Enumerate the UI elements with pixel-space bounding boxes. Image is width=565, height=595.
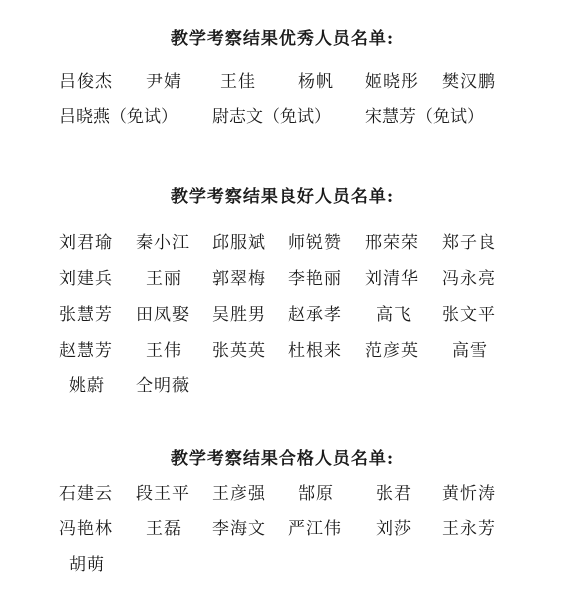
- person-name: 胡萌: [69, 555, 105, 575]
- person-name: 尹婧: [146, 72, 182, 92]
- person-name: 王佳: [220, 72, 256, 92]
- person-name: 刘莎: [376, 519, 412, 539]
- name-row: [0, 230, 565, 256]
- person-name: 秦小江: [136, 233, 190, 253]
- person-name: 杨帆: [298, 72, 334, 92]
- person-name: 姬晓彤: [365, 72, 419, 92]
- person-name: 严江伟: [288, 519, 342, 539]
- person-name: 王彦强: [212, 484, 266, 504]
- person-name: 吴胜男: [212, 305, 266, 325]
- person-name: 黄忻涛: [442, 484, 496, 504]
- person-name: 刘清华: [365, 269, 419, 289]
- name-row: [0, 104, 565, 130]
- person-name: 尉志文（免试）: [212, 107, 331, 127]
- person-name: 郜原: [298, 484, 334, 504]
- section-title-qualified: 教学考察结果合格人员名单:: [170, 449, 395, 469]
- person-name: 仝明薇: [136, 376, 190, 396]
- person-name: 樊汉鹏: [442, 72, 496, 92]
- person-name: 王永芳: [442, 519, 496, 539]
- name-row: [0, 552, 565, 578]
- person-name: 高雪: [452, 341, 488, 361]
- person-name: 张文平: [442, 305, 496, 325]
- person-name: 郑子良: [442, 233, 496, 253]
- person-name: 邱服斌: [212, 233, 266, 253]
- person-name: 田凤娶: [136, 305, 190, 325]
- name-row: [0, 338, 565, 364]
- person-name: 王伟: [146, 341, 182, 361]
- name-row: [0, 481, 565, 507]
- person-name: 师锐赞: [288, 233, 342, 253]
- name-row: [0, 302, 565, 328]
- person-name: 姚蔚: [69, 376, 105, 396]
- person-name: 冯永亮: [442, 269, 496, 289]
- person-name: 张英英: [212, 341, 266, 361]
- name-row: [0, 69, 565, 95]
- person-name: 刘君瑜: [59, 233, 113, 253]
- section-title-excellent: 教学考察结果优秀人员名单:: [170, 29, 395, 49]
- person-name: 王磊: [146, 519, 182, 539]
- name-row: [0, 516, 565, 542]
- person-name: 高飞: [376, 305, 412, 325]
- person-name: 段王平: [136, 484, 190, 504]
- person-name: 郭翠梅: [212, 269, 266, 289]
- person-name: 刘建兵: [59, 269, 113, 289]
- person-name: 杜根来: [288, 341, 342, 361]
- person-name: 李艳丽: [288, 269, 342, 289]
- person-name: 王丽: [146, 269, 182, 289]
- person-name: 邢荣荣: [365, 233, 419, 253]
- name-row: [0, 373, 565, 399]
- person-name: 赵慧芳: [59, 341, 113, 361]
- person-name: 赵承孝: [288, 305, 342, 325]
- person-name: 李海文: [212, 519, 266, 539]
- name-row: [0, 266, 565, 292]
- person-name: 张君: [376, 484, 412, 504]
- person-name: 吕晓燕（免试）: [59, 107, 178, 127]
- person-name: 范彦英: [365, 341, 419, 361]
- person-name: 石建云: [59, 484, 113, 504]
- person-name: 吕俊杰: [59, 72, 113, 92]
- section-title-good: 教学考察结果良好人员名单:: [170, 187, 395, 207]
- person-name: 冯艳林: [59, 519, 113, 539]
- person-name: 张慧芳: [59, 305, 113, 325]
- person-name: 宋慧芳（免试）: [365, 107, 484, 127]
